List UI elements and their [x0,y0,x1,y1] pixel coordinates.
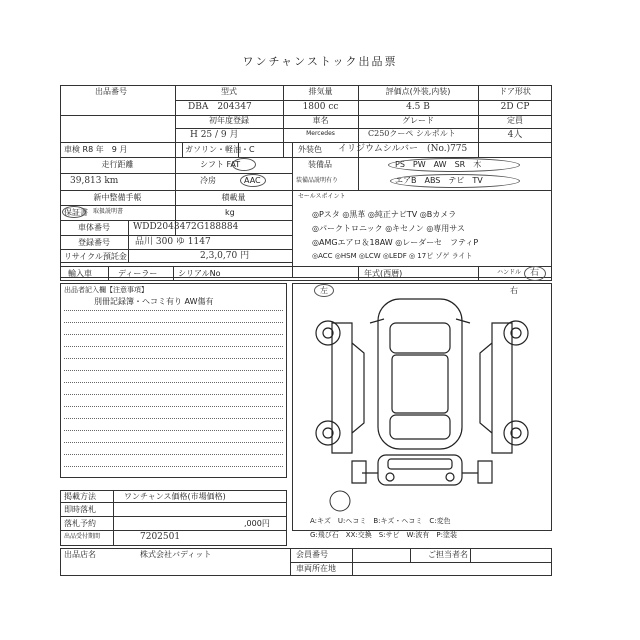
recycle-label: リサイクル預託金 [64,252,127,261]
sales-point-4: ◎ACC ◎HSM ◎LCW ◎LEDF ◎ 17ピ ゾゲ ライト [312,252,473,260]
weight-label: 積載量 [221,193,246,202]
plate-value: 品川 300 ゆ 1147 [135,237,211,247]
new-car-label: 新中整備手帳 [93,193,142,202]
equipment-sub-label: 装備品説明有り [296,177,339,184]
diagram-legend-2: G:飛び石 XX:交換 S:サビ W:波有 P:塗装 [310,531,457,539]
equipment-label: 装備品 [308,160,332,169]
car-name-value: Mercedes [306,130,335,137]
doors-label: ドア形状 [499,87,531,96]
model-label: 型式 [221,87,237,96]
first-registration-label: 初年度登録 [209,116,249,125]
exhibitor-label: 出品店名 [64,550,96,559]
location-label: 車両所在地 [296,564,336,573]
inspection-expiry: 車検 R8 年 9 月 [64,145,128,154]
sales-point-3: ◎AMGエアロ＆18AW ◎レーダーセ フティP [312,238,479,247]
exhibitor-value: 株式会社バディット [140,550,212,559]
aircon-label: 冷房 [200,176,216,185]
year-type-label: 年式(西暦) [364,269,403,278]
car-name-label: 車名 [312,116,329,125]
grade-value: C250クーペ シルポルト [368,129,456,138]
notes-header: 出品者記入欄【注意事項】 [64,286,148,294]
warranty-label: 保証書 [64,208,88,217]
equipment-line-1: PS PW AW SR 木 [395,160,482,169]
deadline-label: 出品受付期間 [64,533,101,540]
reserve-value: ,000円 [244,519,270,528]
page-title: ワンチャンストック出品票 [242,55,398,68]
vin-value: WDD2043472G188884 [133,222,239,232]
diagram-legend-1: A:キズ U:ヘコミ B:キズ・ヘコミ C:変色 [310,517,451,525]
reserve-label: 落札予約 [64,519,96,528]
displacement-label: 排気量 [308,87,333,96]
diagram-left-label: 左 [320,286,328,295]
shift-circle-mark [232,158,256,171]
method-label: 掲載方法 [64,492,96,501]
mileage-label: 走行距離 [101,160,134,169]
sales-point-2: ◎パークトロニック ◎キセノン ◎専用サス [312,224,465,233]
warranty-circle-mark [62,206,86,218]
import-value: ディーラー [118,269,158,278]
serial-label: シリアルNo [178,269,221,278]
sales-point-label: セールスポイント [298,193,346,200]
aircon-circle-mark [240,174,266,187]
member-label: 会員番号 [296,550,328,559]
capacity-label: 定員 [507,116,523,125]
car-body-diagram [292,283,552,513]
instant-label: 即時落札 [64,505,96,514]
capacity-value: 4人 [507,130,523,140]
vin-label: 車体番号 [78,223,110,232]
exterior-color-label: 外装色 [298,145,322,154]
fuel-type: ガソリン・軽油・C [185,145,255,154]
import-label: 輸入車 [68,269,92,278]
equipment-circle-mark [388,158,520,172]
shift-label: シフト FAT [200,160,241,169]
mileage-value: 39,813 km [70,176,119,186]
weight-value: kg [225,208,235,217]
doors-value: 2D CP [500,102,530,112]
recycle-value: 2,3,0,70 円 [200,251,250,261]
aircon-value: AAC [244,176,261,185]
equipment-line-2: エアB ABS テビ TV [395,176,483,185]
notes-line-1: 別冊記録簿・ヘコミ有り AW傷有 [94,297,214,306]
deadline-value: 7202501 [140,532,181,542]
model-value: DBA 204347 [188,102,252,112]
notes-box [60,283,287,478]
warranty-value: 取扱説明書 [93,208,124,215]
equipment-circle-mark [390,174,520,188]
grade-eval-label: 評価点(外装,内装) [385,87,451,96]
person-label: ご担当者名 [428,550,468,559]
first-registration-value: H 25 / 9 月 [190,130,239,140]
lot-number-label: 出品番号 [95,87,127,96]
grade-label: グレード [402,116,434,125]
handle-label: ハンドル [497,269,522,276]
plate-label: 登録番号 [78,238,110,247]
displacement-value: 1800 cc [302,102,339,112]
handle-value: 右 [530,268,540,278]
exterior-color-value: イリジウムシルバー (No.)775 [338,144,468,154]
sales-point-1: ◎Pスタ ◎黒革 ◎純正ナビTV ◎Bカメラ [312,210,457,219]
grade-eval-value: 4.5 B [406,102,430,112]
diagram-right-label: 右 [510,286,518,295]
handle-circle-mark [524,266,546,281]
method-value: ワンチャンス価格(市場価格) [124,492,226,501]
